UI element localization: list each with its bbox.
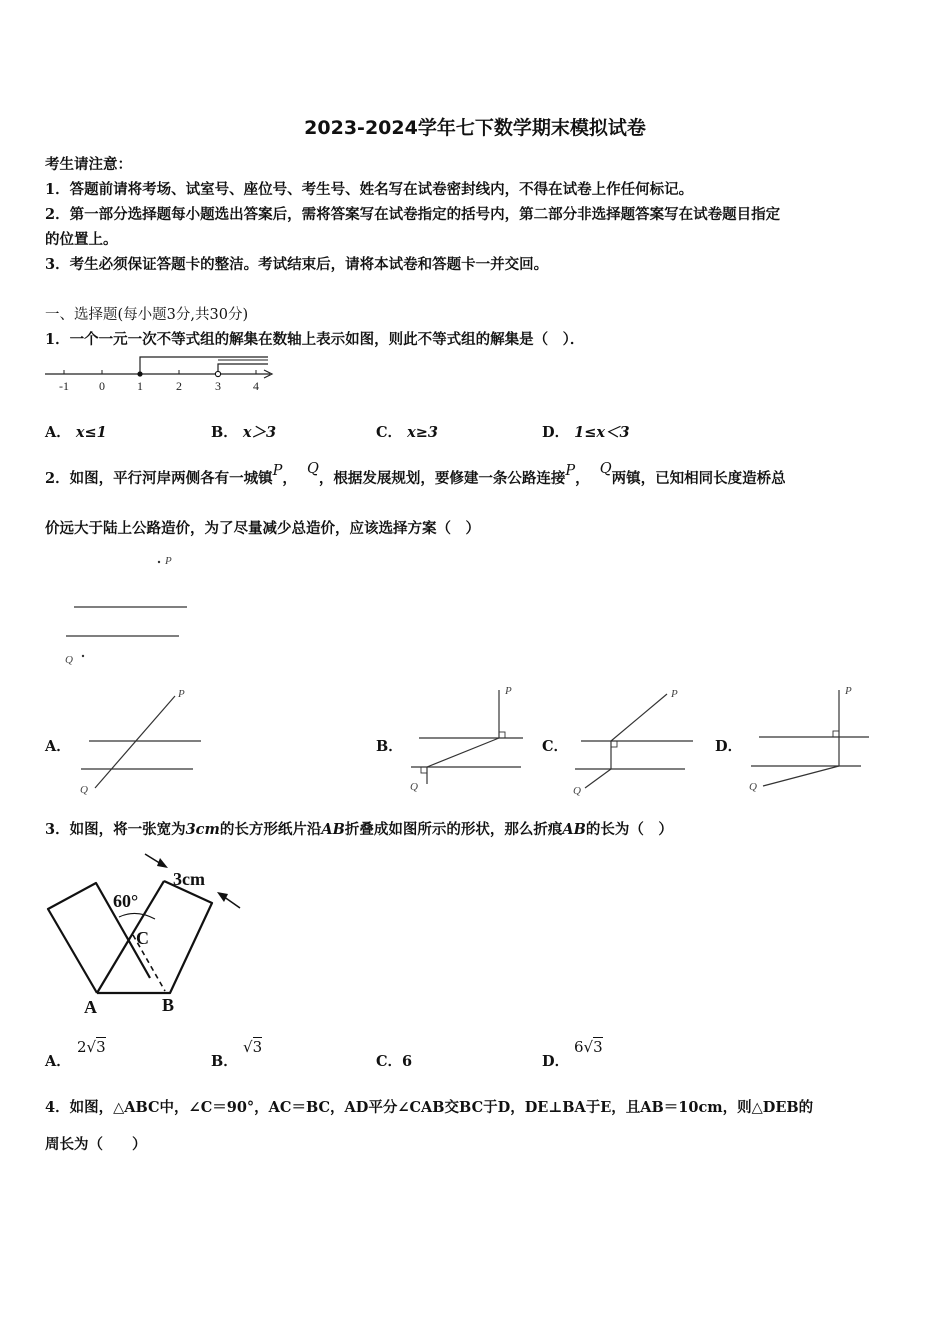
question-2-text-line2: 价远大于陆上公路造价，为了尽量减少总造价，应该选择方案（ ） — [45, 520, 480, 537]
q2-option-c-figure — [565, 682, 700, 800]
page-title: 2023-2024学年七下数学期末模拟试卷 — [304, 117, 646, 139]
q3-option-a: A． 2√3 — [45, 1038, 106, 1070]
label-q: Q — [65, 654, 73, 666]
question-2-text: 2．如图，平行河岸两侧各有一城镇P， Q，根据发展规划，要修建一条公路连接P， Q两镇，已知相同长度造桥总 — [45, 461, 786, 487]
tick-label: 4 — [253, 379, 259, 393]
q3-option-b: B． √3 — [211, 1038, 263, 1070]
q2-option-c-label: C． — [542, 738, 569, 755]
tick-label: 0 — [99, 379, 105, 393]
label-p: P — [165, 555, 172, 567]
svg-text:Q: Q — [749, 781, 757, 793]
q3-option-c: C．6 — [376, 1053, 413, 1070]
question-3-text: 3．如图，将一张宽为3cm的长方形纸片沿AB折叠成如图所示的形状，那么折痕AB的长为（ ） — [45, 821, 673, 838]
number-line-figure — [40, 352, 280, 397]
solid-point-icon — [137, 371, 142, 376]
label-b: B — [162, 995, 175, 1015]
option-c: C． x≥3 — [376, 424, 438, 441]
q2-option-b-figure — [405, 682, 530, 800]
tick-label: -1 — [59, 379, 69, 393]
svg-text:P: P — [845, 685, 852, 697]
notice-heading: 考生请注意： — [45, 156, 132, 173]
tick-label: 3 — [215, 379, 221, 393]
svg-text:P: P — [671, 688, 678, 700]
question-4-text: 4．如图，△ABC中，∠C＝90°，AC＝BC，AD平分∠CAB交BC于D，DE⊥BA于E，且AB＝10cm，则△DEB的 — [45, 1099, 814, 1116]
option-d: D． 1≤x＜3 — [542, 424, 630, 441]
notice-item: 3．考生必须保证答题卡的整洁。考试结束后，请将本试卷和答题卡一并交回。 — [45, 256, 549, 273]
label-a: A — [84, 997, 97, 1017]
svg-text:P: P — [178, 688, 185, 700]
q2-option-d-label: D． — [715, 738, 743, 755]
notice-item: 1．答题前请将考场、试室号、座位号、考生号、姓名写在试卷密封线内，不得在试卷上作任何标记。 — [45, 181, 694, 198]
notice-item: 2．第一部分选择题每小题选出答案后，需将答案写在试卷指定的括号内，第二部分非选择题答案写在试卷题目指定 — [45, 206, 781, 223]
folded-paper-figure — [40, 845, 255, 1020]
svg-text:P: P — [505, 685, 512, 697]
option-b: B． x＞3 — [211, 424, 277, 441]
river-figure — [55, 550, 200, 670]
q2-option-d-figure — [745, 682, 875, 800]
question-1-text: 1．一个一元一次不等式组的解集在数轴上表示如图，则此不等式组的解集是（ ）． — [45, 331, 585, 348]
q3-option-d: D． 6√3 — [542, 1038, 603, 1070]
hollow-point-icon — [215, 371, 220, 376]
notice-item: 的位置上。 — [45, 231, 118, 248]
tick-label: 1 — [137, 379, 143, 393]
svg-text:Q: Q — [80, 784, 88, 796]
section-heading: 一、选择题(每小题3分,共30分) — [45, 307, 249, 323]
question-4-text-line2: 周长为（ ） — [45, 1136, 147, 1153]
tick-label: 2 — [176, 379, 182, 393]
option-a: A． x≤1 — [45, 424, 107, 441]
label-c: C — [136, 928, 149, 948]
svg-text:Q: Q — [410, 781, 418, 793]
q2-option-a-label: A． — [45, 738, 71, 755]
svg-text:Q: Q — [573, 785, 581, 797]
label-angle: 60° — [113, 891, 139, 911]
q2-option-a-figure — [75, 682, 205, 800]
label-width: 3cm — [173, 869, 205, 889]
q2-option-b-label: B． — [376, 738, 403, 755]
